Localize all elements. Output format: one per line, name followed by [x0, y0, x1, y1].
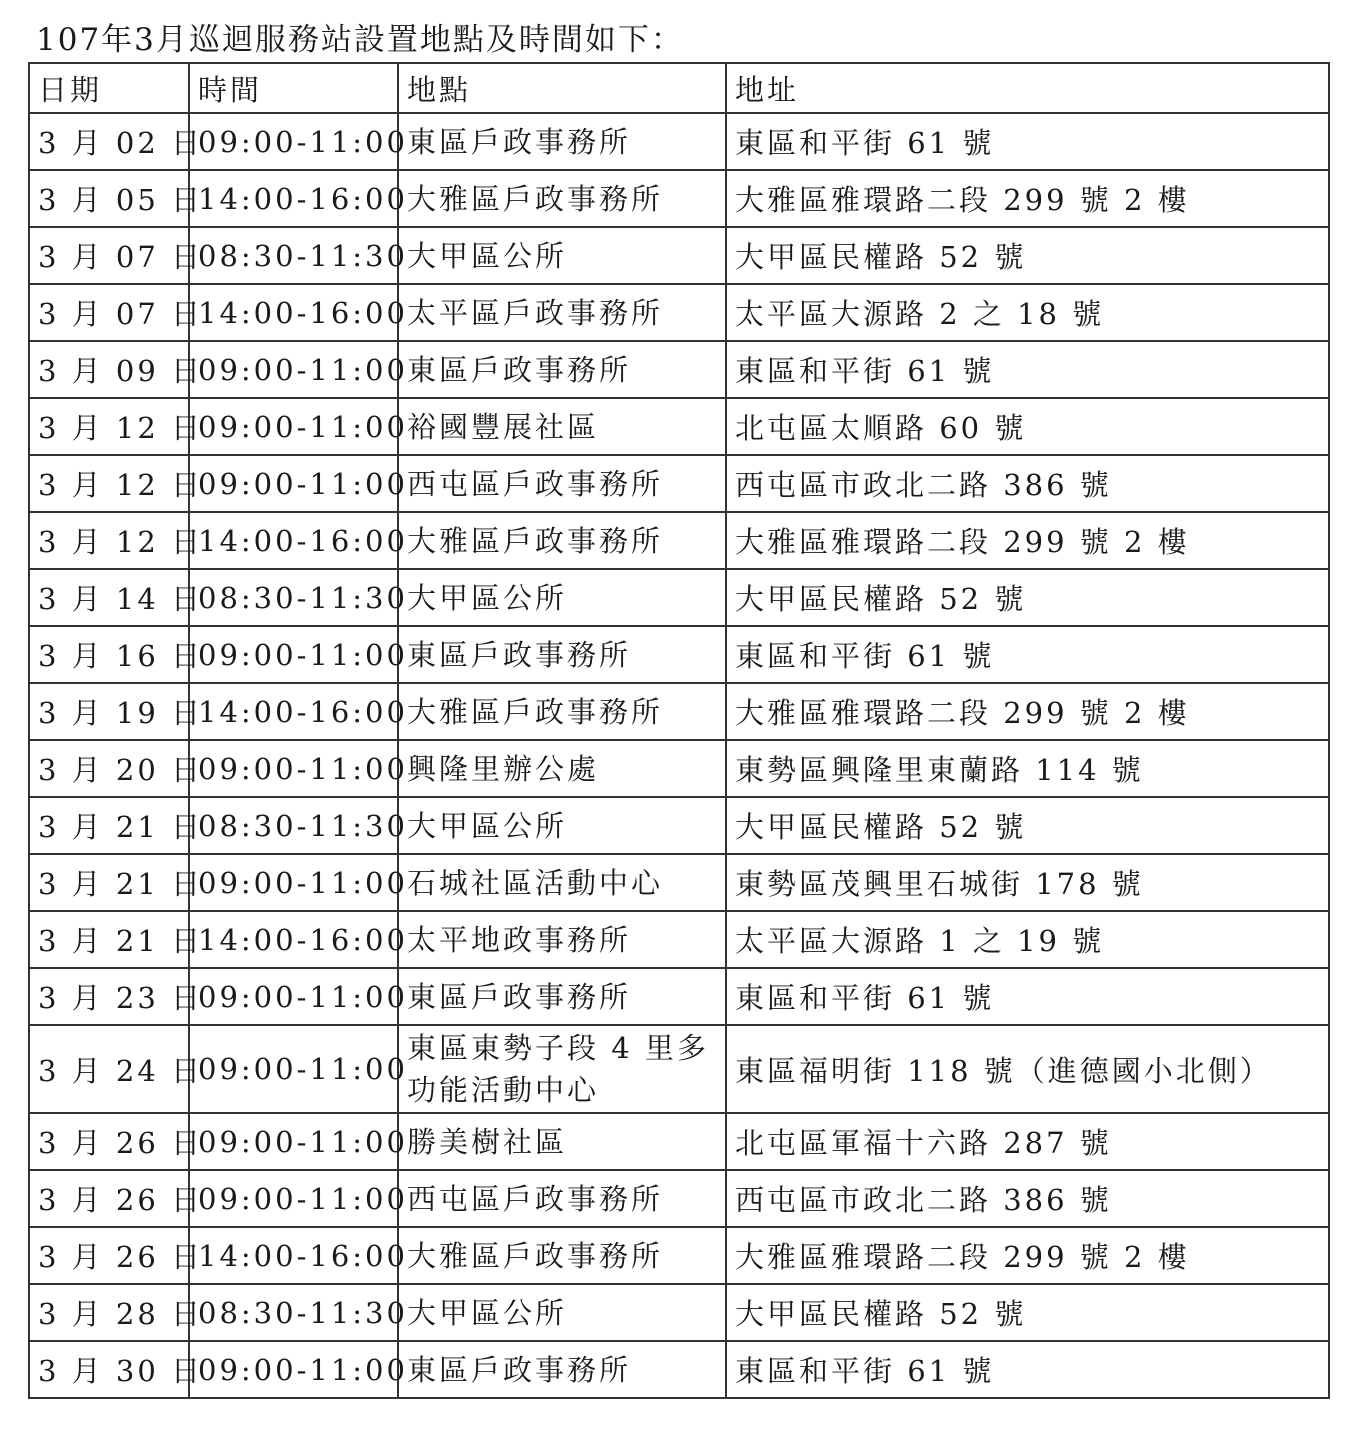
cell-time: 09:00-11:00	[189, 626, 398, 683]
table-header-row	[29, 63, 1329, 113]
cell-date: 3 月 05 日	[29, 170, 189, 227]
cell-address: 大雅區雅環路二段 299 號 2 樓	[726, 170, 1329, 227]
cell-address: 太平區大源路 2 之 18 號	[726, 284, 1329, 341]
table-row	[29, 911, 1329, 968]
cell-place: 大雅區戶政事務所	[398, 683, 726, 740]
cell-place: 太平區戶政事務所	[398, 284, 726, 341]
cell-time: 09:00-11:00	[189, 968, 398, 1025]
cell-time: 09:00-11:00	[189, 1025, 398, 1113]
cell-date: 3 月 21 日	[29, 911, 189, 968]
cell-address: 東區和平街 61 號	[726, 968, 1329, 1025]
cell-place: 西屯區戶政事務所	[398, 1170, 726, 1227]
cell-time: 09:00-11:00	[189, 455, 398, 512]
cell-place: 勝美樹社區	[398, 1113, 726, 1170]
cell-address: 東勢區興隆里東蘭路 114 號	[726, 740, 1329, 797]
table-row	[29, 455, 1329, 512]
cell-address: 東勢區茂興里石城街 178 號	[726, 854, 1329, 911]
table-row	[29, 569, 1329, 626]
table-row	[29, 968, 1329, 1025]
cell-date: 3 月 23 日	[29, 968, 189, 1025]
table-row	[29, 1170, 1329, 1227]
cell-address: 北屯區太順路 60 號	[726, 398, 1329, 455]
cell-address: 西屯區市政北二路 386 號	[726, 455, 1329, 512]
table-row	[29, 284, 1329, 341]
header-date: 日期	[29, 63, 189, 113]
cell-date: 3 月 07 日	[29, 227, 189, 284]
cell-address: 大甲區民權路 52 號	[726, 569, 1329, 626]
cell-date: 3 月 02 日	[29, 113, 189, 170]
table-body	[29, 113, 1329, 1398]
cell-place: 大雅區戶政事務所	[398, 1227, 726, 1284]
cell-date: 3 月 07 日	[29, 284, 189, 341]
cell-date: 3 月 19 日	[29, 683, 189, 740]
cell-date: 3 月 21 日	[29, 797, 189, 854]
cell-date: 3 月 12 日	[29, 455, 189, 512]
cell-address: 大甲區民權路 52 號	[726, 1284, 1329, 1341]
table-row	[29, 1227, 1329, 1284]
cell-time: 14:00-16:00	[189, 683, 398, 740]
cell-place: 大甲區公所	[398, 797, 726, 854]
cell-time: 14:00-16:00	[189, 170, 398, 227]
cell-address: 東區和平街 61 號	[726, 626, 1329, 683]
header-place: 地點	[398, 63, 726, 113]
schedule-table	[28, 62, 1330, 1399]
table-row	[29, 341, 1329, 398]
table-row	[29, 854, 1329, 911]
table-row	[29, 1025, 1329, 1113]
cell-address: 太平區大源路 1 之 19 號	[726, 911, 1329, 968]
cell-address: 東區和平街 61 號	[726, 113, 1329, 170]
cell-address: 大甲區民權路 52 號	[726, 227, 1329, 284]
cell-time: 14:00-16:00	[189, 1227, 398, 1284]
cell-place: 東區東勢子段 4 里多功能活動中心	[398, 1025, 726, 1113]
cell-date: 3 月 26 日	[29, 1113, 189, 1170]
cell-address: 東區和平街 61 號	[726, 1341, 1329, 1398]
cell-date: 3 月 21 日	[29, 854, 189, 911]
cell-address: 西屯區市政北二路 386 號	[726, 1170, 1329, 1227]
table-row	[29, 170, 1329, 227]
cell-time: 09:00-11:00	[189, 1170, 398, 1227]
cell-time: 14:00-16:00	[189, 284, 398, 341]
cell-time: 09:00-11:00	[189, 341, 398, 398]
cell-time: 09:00-11:00	[189, 113, 398, 170]
cell-address: 大雅區雅環路二段 299 號 2 樓	[726, 1227, 1329, 1284]
cell-date: 3 月 26 日	[29, 1170, 189, 1227]
cell-place: 大雅區戶政事務所	[398, 170, 726, 227]
document-title: 107年3月巡迴服務站設置地點及時間如下：	[36, 22, 684, 58]
cell-date: 3 月 09 日	[29, 341, 189, 398]
cell-place: 大雅區戶政事務所	[398, 512, 726, 569]
table-row	[29, 797, 1329, 854]
cell-date: 3 月 26 日	[29, 1227, 189, 1284]
cell-time: 08:30-11:30	[189, 1284, 398, 1341]
table-row	[29, 626, 1329, 683]
cell-date: 3 月 20 日	[29, 740, 189, 797]
cell-address: 大甲區民權路 52 號	[726, 797, 1329, 854]
cell-date: 3 月 16 日	[29, 626, 189, 683]
cell-address: 東區福明街 118 號（進德國小北側）	[726, 1025, 1329, 1113]
table-row	[29, 1113, 1329, 1170]
cell-place: 東區戶政事務所	[398, 968, 726, 1025]
table-row	[29, 1341, 1329, 1398]
cell-address: 東區和平街 61 號	[726, 341, 1329, 398]
cell-address: 大雅區雅環路二段 299 號 2 樓	[726, 512, 1329, 569]
cell-time: 09:00-11:00	[189, 740, 398, 797]
cell-place: 石城社區活動中心	[398, 854, 726, 911]
cell-date: 3 月 24 日	[29, 1025, 189, 1113]
cell-time: 09:00-11:00	[189, 398, 398, 455]
table-row	[29, 1284, 1329, 1341]
cell-time: 08:30-11:30	[189, 797, 398, 854]
table-row	[29, 113, 1329, 170]
cell-time: 09:00-11:00	[189, 1341, 398, 1398]
cell-place: 東區戶政事務所	[398, 113, 726, 170]
cell-place: 大甲區公所	[398, 569, 726, 626]
cell-time: 09:00-11:00	[189, 854, 398, 911]
cell-place: 太平地政事務所	[398, 911, 726, 968]
cell-date: 3 月 30 日	[29, 1341, 189, 1398]
table-row	[29, 398, 1329, 455]
cell-place: 裕國豐展社區	[398, 398, 726, 455]
cell-place: 大甲區公所	[398, 1284, 726, 1341]
cell-date: 3 月 28 日	[29, 1284, 189, 1341]
cell-place: 大甲區公所	[398, 227, 726, 284]
cell-date: 3 月 12 日	[29, 398, 189, 455]
cell-time: 14:00-16:00	[189, 512, 398, 569]
cell-address: 北屯區軍福十六路 287 號	[726, 1113, 1329, 1170]
cell-address: 大雅區雅環路二段 299 號 2 樓	[726, 683, 1329, 740]
cell-place: 興隆里辦公處	[398, 740, 726, 797]
cell-place: 東區戶政事務所	[398, 341, 726, 398]
table-row	[29, 227, 1329, 284]
table-row	[29, 740, 1329, 797]
cell-date: 3 月 14 日	[29, 569, 189, 626]
cell-place: 西屯區戶政事務所	[398, 455, 726, 512]
cell-time: 08:30-11:30	[189, 227, 398, 284]
cell-time: 14:00-16:00	[189, 911, 398, 968]
cell-time: 09:00-11:00	[189, 1113, 398, 1170]
header-time: 時間	[189, 63, 398, 113]
cell-date: 3 月 12 日	[29, 512, 189, 569]
cell-place: 東區戶政事務所	[398, 626, 726, 683]
table-row	[29, 683, 1329, 740]
cell-time: 08:30-11:30	[189, 569, 398, 626]
table-row	[29, 512, 1329, 569]
cell-place: 東區戶政事務所	[398, 1341, 726, 1398]
header-address: 地址	[726, 63, 1329, 113]
